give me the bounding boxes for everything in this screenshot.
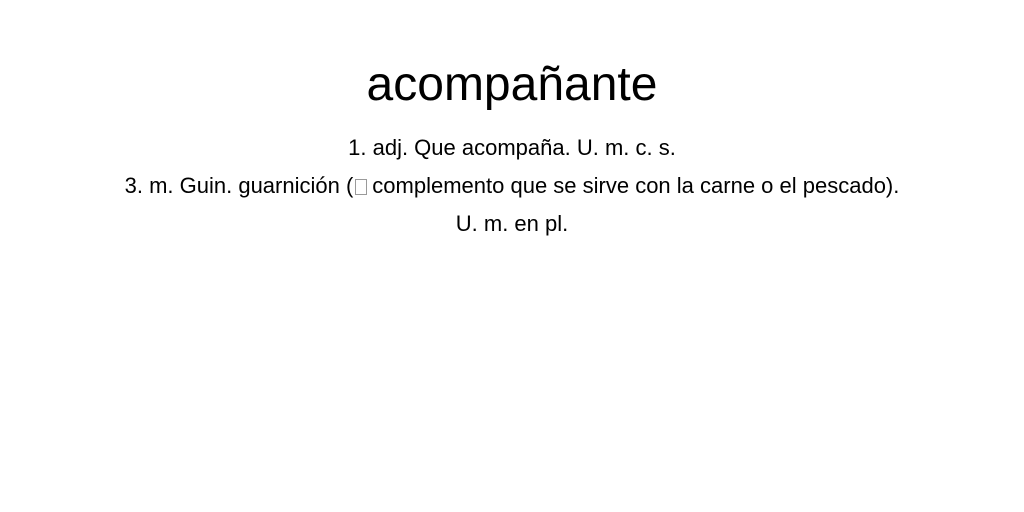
entry-headword: acompañante (366, 58, 658, 111)
sense-3-usage-note: U. m. en pl. (455, 211, 569, 236)
missing-glyph-icon (355, 179, 367, 195)
sense-3-definition: complemento que se sirve con la carne o el pescado). (372, 173, 900, 198)
sense-3 (0, 167, 1024, 205)
sense-1: 1. adj. Que acompaña. U. m. c. s. (348, 135, 676, 160)
entry-senses (0, 129, 1024, 243)
sense-3-lead: 3. m. Guin. guarnición ( (124, 173, 354, 198)
